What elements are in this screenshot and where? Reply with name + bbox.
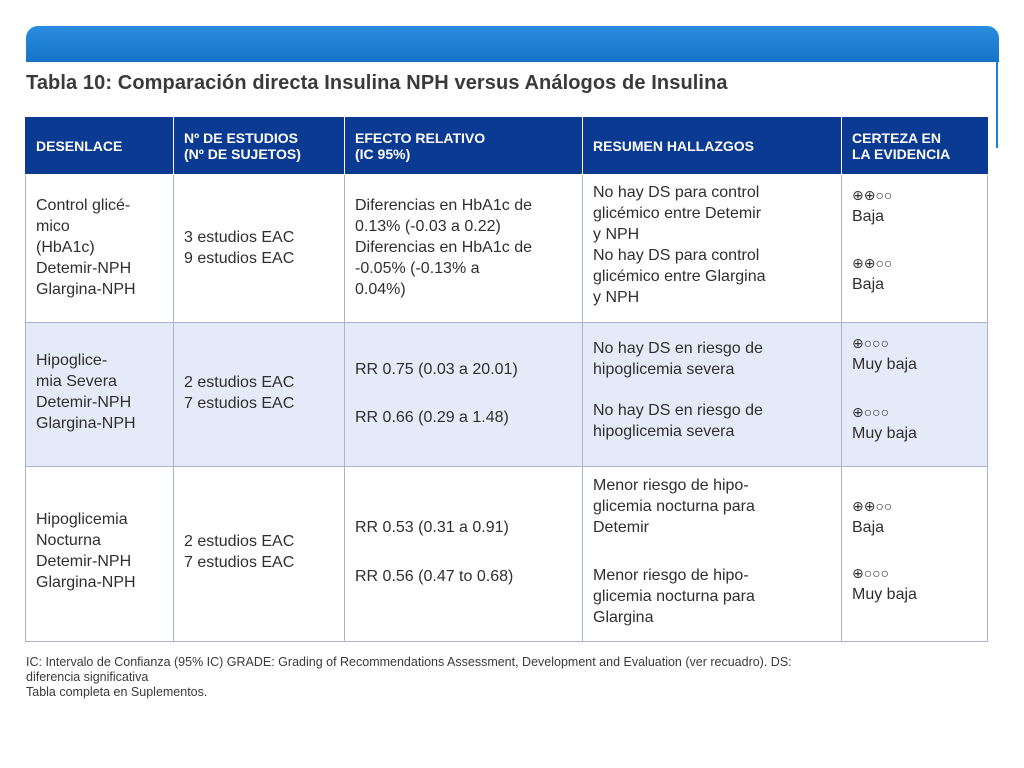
summary-line: Glargina — [593, 609, 654, 626]
table-row — [26, 175, 988, 323]
grade-label: Muy baja — [852, 586, 917, 603]
table-header-row — [26, 118, 988, 175]
effect-line: RR 0.53 (0.31 a 0.91) — [355, 519, 509, 536]
header-effect-line: (IC 95%) — [355, 146, 411, 162]
footnote-line: Tabla completa en Suplementos. — [26, 685, 208, 699]
summary-line: Menor riesgo de hipo- — [593, 477, 749, 494]
header-studies-line: Nº DE ESTUDIOS — [184, 130, 299, 146]
studies-cell — [174, 323, 345, 467]
certainty-cell — [842, 175, 988, 323]
studies-line: 7 estudios EAC — [184, 554, 295, 571]
outcome-line: Hipoglice- — [36, 352, 108, 369]
studies-line: 2 estudios EAC — [184, 374, 295, 391]
outcome-line: Glargina-NPH — [36, 415, 136, 432]
header-band — [26, 26, 999, 62]
outcome-line: (HbA1c) — [36, 239, 95, 256]
effect-line: Diferencias en HbA1c de — [355, 197, 532, 214]
comparison-table — [25, 117, 988, 642]
effect-line: Diferencias en HbA1c de — [355, 239, 532, 256]
header-certainty — [842, 118, 988, 175]
footnote-line: IC: Intervalo de Confianza (95% IC) GRADE: Grading of Recommendations Assessment, Development and Evaluation (ver recuadro). DS: — [26, 655, 792, 669]
grade-label: Muy baja — [852, 356, 917, 373]
outcome-line: Detemir-NPH — [36, 553, 132, 570]
header-certainty-line: CERTEZA EN — [852, 130, 941, 146]
effect-line: 0.04%) — [355, 281, 406, 298]
summary-line: Menor riesgo de hipo- — [593, 567, 749, 584]
effect-cell — [345, 467, 583, 642]
summary-line: glicémico entre Detemir — [593, 205, 762, 222]
outcome-line: Control glicé- — [36, 197, 131, 214]
studies-line: 3 estudios EAC — [184, 229, 295, 246]
outcome-line: Detemir-NPH — [36, 260, 132, 277]
outcome-line: Glargina-NPH — [36, 281, 136, 298]
summary-line: hipoglicemia severa — [593, 361, 735, 378]
outcome-line: Glargina-NPH — [36, 574, 136, 591]
summary-cell — [583, 175, 842, 323]
table-row — [26, 323, 988, 467]
summary-cell — [583, 323, 842, 467]
header-certainty-line: LA EVIDENCIA — [852, 146, 951, 162]
summary-line: Detemir — [593, 519, 650, 536]
studies-line: 7 estudios EAC — [184, 395, 295, 412]
studies-line: 2 estudios EAC — [184, 533, 295, 550]
table-footnote — [26, 655, 986, 700]
grade-circles-icon: ⊕⊕○○ — [852, 498, 893, 514]
summary-cell — [583, 467, 842, 642]
grade-circles-icon: ⊕○○○ — [852, 404, 890, 420]
outcome-line: Hipoglicemia — [36, 511, 128, 528]
effect-line: -0.05% (-0.13% a — [355, 260, 480, 277]
effect-line: RR 0.66 (0.29 a 1.48) — [355, 409, 509, 426]
outcome-line: Nocturna — [36, 532, 101, 549]
table-title: Tabla 10: Comparación directa Insulina NPH versus Análogos de Insulina — [26, 72, 728, 94]
summary-line: No hay DS para control — [593, 184, 760, 201]
header-studies-line: (Nº DE SUJETOS) — [184, 146, 301, 162]
summary-line: hipoglicemia severa — [593, 423, 735, 440]
table-row — [26, 467, 988, 642]
summary-line: y NPH — [593, 289, 640, 306]
summary-line: No hay DS en riesgo de — [593, 340, 763, 357]
effect-line: RR 0.56 (0.47 to 0.68) — [355, 568, 514, 585]
effect-cell — [345, 175, 583, 323]
outcome-line: mico — [36, 218, 70, 235]
effect-cell — [345, 323, 583, 467]
summary-line: No hay DS en riesgo de — [593, 402, 763, 419]
outcome-line: Detemir-NPH — [36, 394, 132, 411]
outcome-line: mia Severa — [36, 373, 117, 390]
footnote-line: diferencia significativa — [26, 670, 149, 684]
grade-circles-icon: ⊕○○○ — [852, 335, 890, 351]
header-studies — [174, 118, 345, 175]
outcome-cell — [26, 467, 174, 642]
studies-cell — [174, 175, 345, 323]
grade-label: Muy baja — [852, 425, 917, 442]
effect-line: RR 0.75 (0.03 a 20.01) — [355, 361, 518, 378]
grade-circles-icon: ⊕⊕○○ — [852, 187, 893, 203]
header-outcome-line: DESENLACE — [36, 138, 123, 154]
outcome-cell — [26, 175, 174, 323]
header-summary-line: RESUMEN HALLAZGOS — [593, 138, 754, 154]
grade-label: Baja — [852, 208, 885, 225]
header-summary — [583, 118, 842, 175]
summary-line: glicemia nocturna para — [593, 498, 755, 515]
header-effect — [345, 118, 583, 175]
grade-circles-icon: ⊕⊕○○ — [852, 255, 893, 271]
summary-line: glicémico entre Glargina — [593, 268, 766, 285]
decorative-side-line — [996, 62, 998, 148]
certainty-cell — [842, 467, 988, 642]
header-effect-line: EFECTO RELATIVO — [355, 130, 486, 146]
outcome-cell — [26, 323, 174, 467]
grade-label: Baja — [852, 276, 885, 293]
certainty-cell — [842, 323, 988, 467]
grade-circles-icon: ⊕○○○ — [852, 565, 890, 581]
summary-line: y NPH — [593, 226, 640, 243]
header-outcome — [26, 118, 174, 175]
studies-cell — [174, 467, 345, 642]
grade-label: Baja — [852, 519, 885, 536]
effect-line: 0.13% (-0.03 a 0.22) — [355, 218, 501, 235]
summary-line: No hay DS para control — [593, 247, 760, 264]
summary-line: glicemia nocturna para — [593, 588, 755, 605]
studies-line: 9 estudios EAC — [184, 250, 295, 267]
